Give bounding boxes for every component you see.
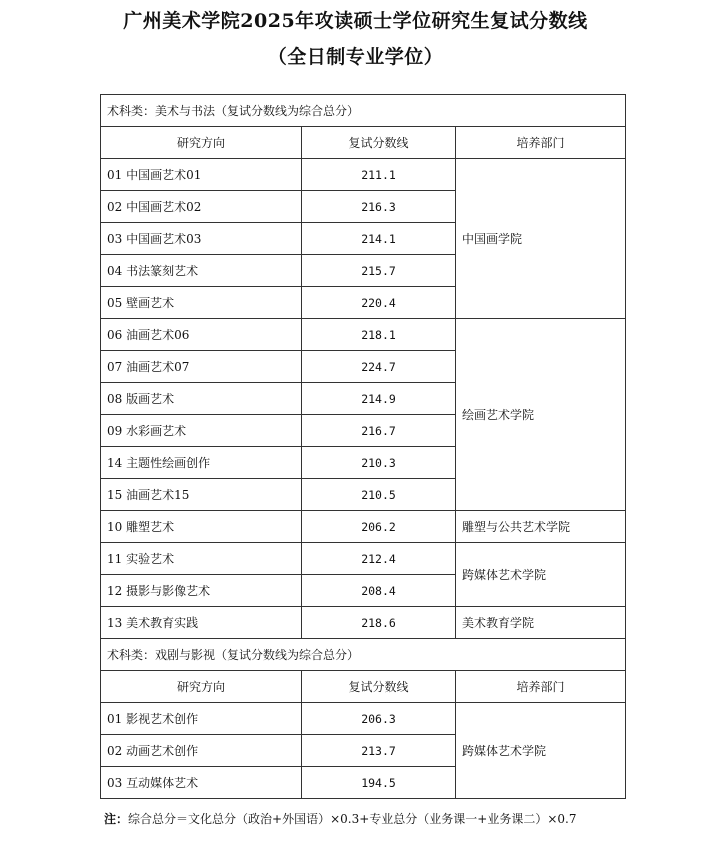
direction-cell: 03 互动媒体艺术 (101, 767, 302, 799)
table-row (101, 319, 626, 351)
direction-cell: 12 摄影与影像艺术 (101, 575, 302, 607)
category-label: 术科类：戏剧与影视（复试分数线为综合总分） (101, 639, 626, 671)
header-direction: 研究方向 (101, 127, 302, 159)
header-score: 复试分数线 (302, 127, 456, 159)
direction-cell: 02 动画艺术创作 (101, 735, 302, 767)
footnote (104, 810, 576, 827)
department-cell: 跨媒体艺术学院 (456, 543, 626, 607)
department-cell: 美术教育学院 (456, 607, 626, 639)
header-score: 复试分数线 (302, 671, 456, 703)
category-label: 术科类：美术与书法（复试分数线为综合总分） (101, 95, 626, 127)
score-cell: 214.1 (302, 223, 456, 255)
score-cell: 218.1 (302, 319, 456, 351)
score-cell: 210.5 (302, 479, 456, 511)
score-cell: 214.9 (302, 383, 456, 415)
direction-cell: 13 美术教育实践 (101, 607, 302, 639)
header-direction: 研究方向 (101, 671, 302, 703)
score-cell: 212.4 (302, 543, 456, 575)
footnote-label: 注： (104, 812, 129, 826)
header-row (101, 127, 626, 159)
header-department: 培养部门 (456, 671, 626, 703)
score-cell: 211.1 (302, 159, 456, 191)
direction-cell: 11 实验艺术 (101, 543, 302, 575)
direction-cell: 03 中国画艺术03 (101, 223, 302, 255)
department-cell: 中国画学院 (456, 159, 626, 319)
direction-cell: 02 中国画艺术02 (101, 191, 302, 223)
department-cell: 绘画艺术学院 (456, 319, 626, 511)
table-row (101, 607, 626, 639)
score-cell: 210.3 (302, 447, 456, 479)
table-row (101, 511, 626, 543)
category-row (101, 639, 626, 671)
score-cell: 206.3 (302, 703, 456, 735)
header-department: 培养部门 (456, 127, 626, 159)
score-table (100, 94, 626, 799)
score-cell: 206.2 (302, 511, 456, 543)
header-row (101, 671, 626, 703)
score-cell: 215.7 (302, 255, 456, 287)
direction-cell: 14 主题性绘画创作 (101, 447, 302, 479)
score-cell: 208.4 (302, 575, 456, 607)
page-title: 广州美术学院2025年攻读硕士学位研究生复试分数线 (123, 10, 588, 32)
direction-cell: 05 壁画艺术 (101, 287, 302, 319)
direction-cell: 08 版画艺术 (101, 383, 302, 415)
department-cell: 跨媒体艺术学院 (456, 703, 626, 799)
category-row (101, 95, 626, 127)
score-cell: 194.5 (302, 767, 456, 799)
direction-cell: 06 油画艺术06 (101, 319, 302, 351)
direction-cell: 04 书法篆刻艺术 (101, 255, 302, 287)
direction-cell: 07 油画艺术07 (101, 351, 302, 383)
direction-cell: 01 影视艺术创作 (101, 703, 302, 735)
score-cell: 220.4 (302, 287, 456, 319)
score-cell: 213.7 (302, 735, 456, 767)
table-row (101, 159, 626, 191)
direction-cell: 09 水彩画艺术 (101, 415, 302, 447)
direction-cell: 01 中国画艺术01 (101, 159, 302, 191)
score-cell: 218.6 (302, 607, 456, 639)
score-cell: 216.3 (302, 191, 456, 223)
table-row (101, 543, 626, 575)
direction-cell: 15 油画艺术15 (101, 479, 302, 511)
score-cell: 216.7 (302, 415, 456, 447)
page-subtitle: （全日制专业学位） (267, 46, 444, 68)
score-cell: 224.7 (302, 351, 456, 383)
table-row (101, 703, 626, 735)
footnote-text: 综合总分＝文化总分（政治+外国语）×0.3+专业总分（业务课一+业务课二）×0.7 (128, 812, 577, 826)
direction-cell: 10 雕塑艺术 (101, 511, 302, 543)
department-cell: 雕塑与公共艺术学院 (456, 511, 626, 543)
